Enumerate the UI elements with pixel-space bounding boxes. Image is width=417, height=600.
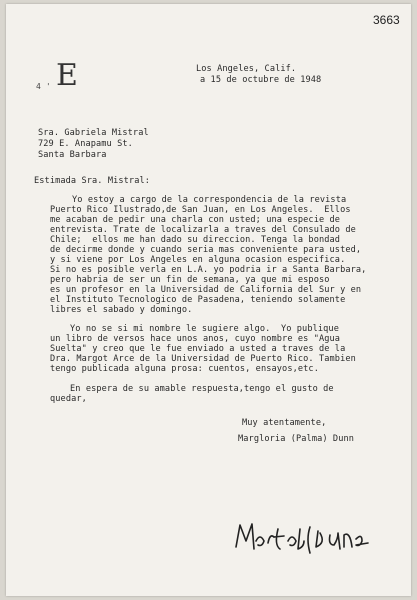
- paragraph-line: Dra. Margot Arce de la Universidad de Puerto Rico. Tambien: [50, 354, 356, 364]
- typed-signature: Margloria (Palma) Dunn: [238, 434, 355, 444]
- paragraph-line: tengo publicada alguna prosa: cuentos, ensayos,etc.: [50, 364, 319, 374]
- handwritten-signature: [234, 519, 370, 557]
- paragraph-line: Chile; ellos me han dado su direccion. Tenga la bondad: [50, 235, 341, 245]
- paragraph-line: y si viene por Los Angeles en alguna ocasion especifica.: [50, 255, 346, 265]
- paragraph-line: pero habria de ser un fin de semana, ya que mi esposo: [50, 275, 330, 285]
- handwritten-mark: E: [56, 58, 78, 93]
- salutation: Estimada Sra. Mistral:: [34, 176, 151, 186]
- paragraph-line: entrevista. Trate de localizarla a traves del Consulado de: [50, 225, 356, 235]
- paragraph-line: En espera de su amable respuesta,tengo el gusto de: [70, 384, 334, 394]
- paragraph-line: Suelta" y creo que le fue enviado a usted a traves de la: [50, 344, 346, 354]
- closing: Muy atentamente,: [242, 418, 327, 428]
- recipient-city: Santa Barbara: [38, 150, 107, 160]
- paragraph-line: Si no es posible verla en L.A. yo podria ir a Santa Barbara,: [50, 265, 367, 275]
- letter-place: Los Angeles, Calif.: [196, 64, 297, 74]
- letter-date: a 15 de octubre de 1948: [200, 75, 322, 85]
- paragraph-line: libres el sabado y domingo.: [50, 305, 193, 315]
- archive-number: 3663: [373, 13, 400, 27]
- paragraph-line: Puerto Rico Ilustrado,de San Juan, en Los Angeles. Ellos: [50, 205, 351, 215]
- paragraph-line: un libro de versos hace unos anos, cuyo nombre es "Agua: [50, 334, 341, 344]
- paragraph-line: Yo estoy a cargo de la correspondencia de la revista: [72, 195, 347, 205]
- paragraph-line: me acaban de pedir una charla con usted; una especie de: [50, 215, 341, 225]
- recipient-address: 729 E. Anapamu St.: [38, 139, 133, 149]
- paragraph-line: quedar,: [50, 394, 87, 404]
- recipient-name: Sra. Gabriela Mistral: [38, 128, 149, 138]
- paragraph-line: Yo no se si mi nombre le sugiere algo. Yo publique: [70, 324, 339, 334]
- paragraph-line: es un profesor en la Universidad de California del Sur y en: [50, 285, 362, 295]
- letter-page: [6, 4, 411, 596]
- paragraph-line: de decirme donde y cuando seria mas conveniente para usted,: [50, 245, 362, 255]
- margin-mark: 4 ': [36, 82, 51, 91]
- paragraph-line: el Instituto Tecnologico de Pasadena, teniendo solamente: [50, 295, 346, 305]
